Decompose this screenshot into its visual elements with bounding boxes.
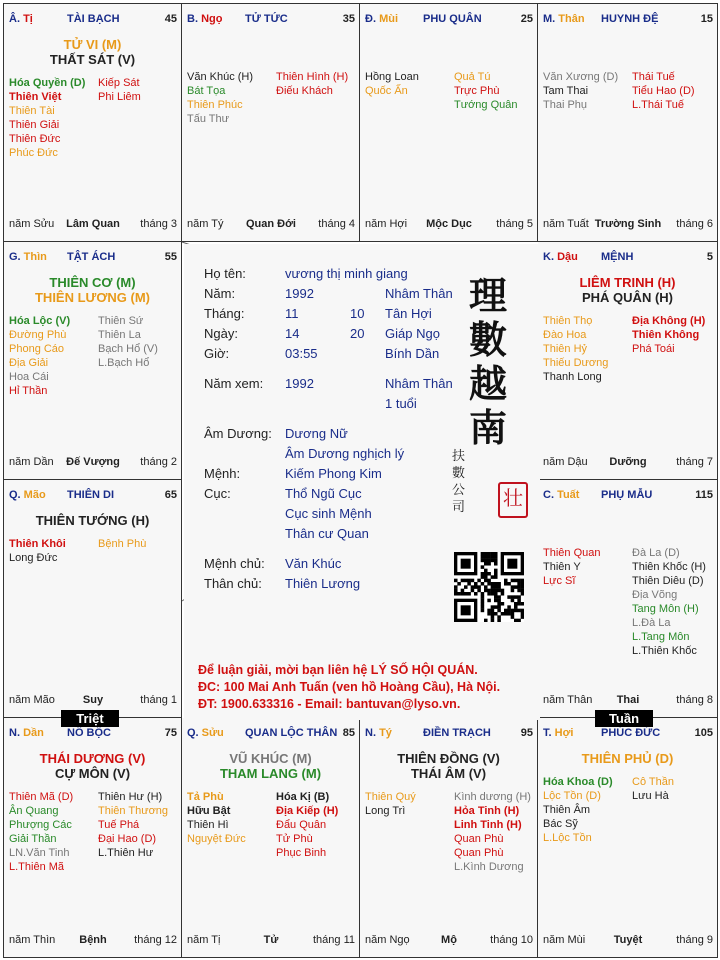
palace-stage: Dưỡng — [609, 456, 647, 468]
contact-phone-email: ĐT: 1900.633316 - Email: bantuvan@lyso.vn. — [198, 697, 461, 711]
main-stars — [4, 751, 181, 781]
main-star: PHÁ QUÂN (H) — [582, 290, 673, 305]
birth-day: 14 — [285, 326, 300, 341]
minor-stars-right — [632, 546, 706, 658]
minor-stars-left — [187, 790, 246, 846]
calligraphy-logo — [469, 274, 529, 450]
minor-star: Hóa Quyền (D) — [9, 77, 86, 89]
label-yinyang: Âm Dương: — [204, 426, 272, 441]
label-menh-chu: Mệnh chủ: — [204, 556, 265, 571]
minor-stars-right — [276, 70, 348, 98]
minor-star: Thiên Thương — [98, 805, 169, 817]
minor-star: Hồng Loan — [365, 71, 419, 83]
minor-star: Đường Phù — [9, 329, 67, 341]
palace-header — [365, 13, 533, 27]
palace-footer — [187, 218, 355, 232]
palace-footer — [187, 934, 355, 948]
minor-star: Thiên Hì — [187, 819, 229, 831]
main-star: THÁI ÂM (V) — [410, 766, 487, 781]
minor-star: Tam Thai — [543, 85, 589, 97]
yinyang-note: Âm Dương nghịch lý — [285, 446, 405, 461]
palace-number: 85 — [342, 727, 355, 739]
palace-number: 45 — [164, 13, 177, 25]
minor-star: Thiên Không — [632, 329, 700, 341]
palace-year: năm Thìn — [9, 934, 56, 946]
palace-number: 115 — [695, 489, 713, 501]
palace-number: 35 — [342, 13, 355, 25]
minor-star: Hỏa Tinh (H) — [454, 805, 520, 817]
palace-branch: B. Ngọ — [187, 13, 223, 25]
minor-stars-right — [98, 537, 146, 551]
minor-stars-right — [276, 790, 338, 860]
main-stars — [182, 751, 359, 781]
seal-char-2: 數 — [469, 317, 508, 362]
minor-star: Tấu Thư — [187, 113, 230, 125]
minor-star: Địa Giải — [9, 357, 49, 369]
palace-header — [9, 13, 177, 27]
palace-name: TÀI BẠCH — [67, 13, 120, 25]
minor-star: Hóa Khoa (D) — [543, 776, 613, 788]
minor-stars-right — [98, 790, 168, 860]
palace-year: năm Tị — [187, 934, 221, 946]
palace-name: PHỤ MẪU — [601, 489, 653, 501]
palace-branch: Đ. Mùi — [365, 13, 399, 25]
palace-year: năm Sửu — [9, 218, 55, 230]
minor-stars-left — [9, 314, 70, 398]
minor-star: Bát Tọa — [187, 85, 226, 97]
palace-footer — [9, 218, 177, 232]
palace-footer — [543, 694, 713, 708]
label-view-year: Năm xem: — [204, 376, 264, 391]
minor-star: Bệnh Phù — [98, 538, 147, 550]
minor-star: Tang Môn (H) — [632, 603, 699, 615]
palace-year: năm Tý — [187, 218, 224, 230]
minor-star: L.Thiên Mã — [9, 861, 65, 873]
main-stars — [538, 275, 717, 305]
minor-star: Văn Khúc (H) — [187, 71, 254, 83]
palace-stage: Quan Đới — [246, 218, 296, 230]
minor-star: Thiên Khôi — [9, 538, 66, 550]
palace-mao — [4, 480, 182, 718]
palace-year: năm Mão — [9, 694, 55, 706]
palace-footer — [543, 456, 713, 470]
palace-ngo — [182, 4, 360, 242]
palace-number: 15 — [700, 13, 713, 25]
palace-footer — [9, 694, 177, 708]
minor-star: L.Kình Dương — [454, 861, 524, 873]
minor-stars-right — [454, 790, 531, 874]
palace-footer — [543, 218, 713, 232]
minor-star: Tiểu Hao (D) — [632, 85, 695, 97]
contact-address: ĐC: 100 Mai Anh Tuấn (ven hồ Hoàng Cầu), Hà Nội. — [198, 680, 501, 694]
minor-star: Thiếu Dương — [543, 357, 609, 369]
label-cuc: Cục: — [204, 486, 231, 501]
tuan-badge: Tuần — [595, 710, 653, 727]
minor-star: Thiên Đức — [9, 133, 61, 145]
minor-star: Bác Sỹ — [543, 818, 578, 830]
main-star: THAM LANG (M) — [219, 766, 322, 781]
main-star: CỰ MÔN (V) — [54, 766, 131, 781]
palace-stage: Lâm Quan — [66, 218, 120, 230]
palace-year: năm Hợi — [365, 218, 408, 230]
minor-star: Đẩu Quân — [276, 819, 327, 831]
minor-star: Đà La (D) — [632, 547, 680, 559]
palace-name: PHU QUÂN — [423, 13, 482, 25]
minor-star: Thiên Quý — [365, 791, 416, 803]
birth-day-can: Giáp Ngọ — [385, 326, 440, 341]
palace-dau — [538, 242, 717, 480]
minor-star: Giải Thần — [9, 833, 57, 845]
palace-stage: Thai — [616, 694, 640, 706]
main-stars — [360, 751, 537, 781]
palace-month: tháng 4 — [318, 218, 355, 230]
palace-stage: Đế Vượng — [66, 456, 120, 468]
palace-month: tháng 9 — [676, 934, 713, 946]
palace-year: năm Dần — [9, 456, 54, 468]
minor-star: Phá Toái — [632, 343, 675, 355]
red-stamp: 壮 — [498, 482, 528, 518]
minor-star: Hỉ Thần — [9, 385, 48, 397]
palace-branch: Â. Tị — [9, 13, 33, 25]
menh-chu: Văn Khúc — [285, 556, 342, 571]
palace-name: NÔ BỘC — [67, 727, 111, 739]
minor-stars-left — [543, 546, 600, 588]
chart-board — [3, 3, 718, 958]
minor-star: Lực Sĩ — [543, 575, 576, 587]
minor-stars-left — [365, 790, 416, 818]
main-star: TỬ VI (M) — [63, 37, 122, 52]
palace-month: tháng 8 — [676, 694, 713, 706]
cuc: Thổ Ngũ Cục — [285, 486, 362, 501]
main-stars — [4, 37, 181, 67]
label-than-chu: Thân chủ: — [204, 576, 262, 591]
minor-star: Nguyệt Đức — [187, 833, 246, 845]
minor-stars-right — [632, 775, 674, 803]
minor-stars-right — [632, 70, 695, 112]
minor-star: Điếu Khách — [276, 85, 333, 97]
palace-number: 95 — [520, 727, 533, 739]
palace-branch: Q. Mão — [9, 489, 46, 501]
minor-star: L.Thái Tuế — [632, 99, 684, 111]
minor-star: Kiếp Sát — [98, 77, 140, 89]
palace-footer — [9, 934, 177, 948]
palace-month: tháng 5 — [496, 218, 533, 230]
minor-star: Trực Phù — [454, 85, 500, 97]
minor-stars-left — [365, 70, 419, 98]
minor-star: L.Đà La — [632, 617, 671, 629]
label-menh: Mệnh: — [204, 466, 241, 481]
palace-name: PHÚC ĐỨC — [601, 727, 661, 739]
minor-stars-left — [543, 775, 613, 845]
minor-star: L.Thiên Khốc — [632, 645, 697, 657]
palace-footer — [365, 218, 533, 232]
minor-star: Quan Phù — [454, 847, 504, 859]
minor-star: Thiên Tài — [9, 105, 55, 117]
minor-star: Long Trì — [365, 805, 406, 817]
palace-name: TỬ TỨC — [245, 13, 288, 25]
palace-name: ĐIỀN TRẠCH — [423, 727, 491, 739]
palace-month: tháng 3 — [140, 218, 177, 230]
main-star: THIÊN CƠ (M) — [49, 275, 136, 290]
minor-star: Cô Thần — [632, 776, 674, 788]
contact-line-1: Để luận giải, mời bạn liên hệ LÝ SỐ HỘI QUÁN. — [198, 663, 478, 677]
palace-year: năm Thân — [543, 694, 593, 706]
minor-star: Phượng Các — [9, 819, 72, 831]
palace-name: MỆNH — [601, 251, 634, 263]
palace-thin — [4, 242, 182, 480]
palace-number: 65 — [164, 489, 177, 501]
palace-header — [543, 727, 713, 741]
seal-char-3: 越 — [469, 361, 508, 406]
palace-dan — [4, 718, 182, 957]
palace-footer — [9, 456, 177, 470]
minor-star: Hoa Cái — [9, 371, 49, 383]
birth-month-can: Tân Hợi — [385, 306, 432, 321]
palace-stage: Mộ — [441, 934, 457, 946]
palace-branch: T. Hợi — [543, 727, 574, 739]
minor-star: Thiên Việt — [9, 91, 62, 103]
palace-month: tháng 1 — [140, 694, 177, 706]
palace-suu — [182, 718, 360, 957]
birth-hour: 03:55 — [285, 346, 318, 361]
palace-stage: Tử — [263, 934, 279, 946]
main-star: THIÊN ĐỒNG (V) — [397, 751, 500, 766]
minor-stars-left — [9, 76, 85, 160]
palace-tuat — [538, 480, 717, 718]
palace-stage: Bệnh — [79, 934, 107, 946]
minor-star: Kình dương (H) — [454, 791, 531, 803]
palace-number: 5 — [706, 251, 713, 263]
palace-header — [9, 251, 177, 265]
minor-stars-left — [543, 314, 608, 384]
minor-star: Thiên Quan — [543, 547, 601, 559]
minor-star: LN.Văn Tinh — [9, 847, 70, 859]
palace-mui — [360, 4, 538, 242]
than-chu: Thiên Lương — [285, 576, 361, 591]
minor-star: Lưu Hà — [632, 790, 669, 802]
main-star: VŨ KHÚC (M) — [229, 751, 312, 766]
menh: Kiếm Phong Kim — [285, 466, 382, 481]
minor-star: Tuế Phá — [98, 819, 140, 831]
birth-day-lunar: 20 — [350, 326, 365, 341]
view-year-can: Nhâm Thân — [385, 376, 453, 391]
minor-star: Thiên Hư (H) — [98, 791, 163, 803]
seal-char-1: 理 — [469, 273, 508, 318]
minor-stars-left — [543, 70, 618, 112]
palace-header — [9, 727, 177, 741]
minor-star: Tử Phù — [276, 833, 313, 845]
palace-ty — [360, 718, 538, 957]
minor-star: Văn Xương (D) — [543, 71, 619, 83]
minor-star: Phục Binh — [276, 847, 327, 859]
minor-star: Thiên Thọ — [543, 315, 593, 327]
palace-stage: Tuyệt — [613, 934, 643, 946]
minor-star: Thiên Phúc — [187, 99, 243, 111]
minor-star: Quan Phù — [454, 833, 504, 845]
palace-number: 25 — [520, 13, 533, 25]
palace-name: QUAN LỘC THÂN — [245, 727, 338, 739]
minor-star: Hóa Lộc (V) — [9, 315, 71, 327]
minor-star: Phúc Đức — [9, 147, 58, 159]
cuc-note: Cục sinh Mệnh — [285, 506, 372, 521]
palace-name: TẬT ÁCH — [67, 251, 116, 263]
minor-star: Lộc Tồn (D) — [543, 790, 601, 802]
minor-star: Thiên Giải — [9, 119, 60, 131]
palace-header — [543, 489, 713, 503]
minor-star: Thanh Long — [543, 371, 602, 383]
palace-stage: Suy — [82, 694, 104, 706]
palace-month: tháng 7 — [676, 456, 713, 468]
palace-branch: Q. Sửu — [187, 727, 224, 739]
minor-stars-left — [187, 70, 253, 126]
palace-year: năm Ngọ — [365, 934, 410, 946]
label-day: Ngày: — [204, 326, 238, 341]
seal-small-text: 扶 數 公 司 — [452, 449, 466, 515]
minor-star: Thiên Âm — [543, 804, 591, 816]
minor-star: Hữu Bật — [187, 805, 231, 817]
minor-star: Địa Võng — [632, 589, 678, 601]
minor-star: Thiên Diêu (D) — [632, 575, 704, 587]
palace-header — [187, 13, 355, 27]
yinyang: Dương Nữ — [285, 426, 348, 441]
main-star: THÁI DƯƠNG (V) — [39, 751, 146, 766]
minor-star: Thiên Sứ — [98, 315, 144, 327]
minor-star: L.Lộc Tồn — [543, 832, 592, 844]
palace-number: 55 — [164, 251, 177, 263]
minor-star: Thai Phụ — [543, 99, 588, 111]
minor-star: Hóa Kị (B) — [276, 791, 330, 803]
palace-name: THIÊN DI — [67, 489, 115, 501]
palace-ti — [4, 4, 182, 242]
minor-star: Bạch Hổ (V) — [98, 343, 158, 355]
minor-star: L.Bạch Hổ — [98, 357, 150, 369]
label-hour: Giờ: — [204, 346, 230, 361]
center-info-panel — [184, 244, 540, 720]
palace-month: tháng 2 — [140, 456, 177, 468]
minor-star: Đào Hoa — [543, 329, 587, 341]
minor-star: L.Tang Môn — [632, 631, 690, 643]
palace-header — [9, 489, 177, 503]
palace-header — [543, 13, 713, 27]
main-star: THIÊN TƯỚNG (H) — [35, 513, 150, 528]
birth-year: 1992 — [285, 286, 314, 301]
minor-stars-right — [454, 70, 518, 112]
minor-star: Tả Phù — [187, 791, 224, 803]
view-year: 1992 — [285, 376, 314, 391]
palace-month: tháng 12 — [134, 934, 177, 946]
birth-year-can: Nhâm Thân — [385, 286, 453, 301]
minor-star: Thái Tuế — [632, 71, 675, 83]
minor-star: Thiên Mã (D) — [9, 791, 74, 803]
minor-star: Thiên Khốc (H) — [632, 561, 706, 573]
palace-stage: Trường Sinh — [594, 218, 662, 230]
main-stars — [538, 751, 717, 766]
minor-stars-left — [9, 537, 66, 565]
label-month: Tháng: — [204, 306, 245, 321]
minor-star: Linh Tinh (H) — [454, 819, 522, 831]
palace-branch: K. Dậu — [543, 251, 578, 263]
palace-year: năm Dậu — [543, 456, 588, 468]
palace-branch: N. Dần — [9, 727, 44, 739]
minor-star: Thiên La — [98, 329, 141, 341]
minor-star: Tướng Quân — [454, 99, 518, 111]
minor-star: Ân Quang — [9, 805, 59, 817]
minor-stars-right — [98, 314, 158, 370]
palace-header — [543, 251, 713, 265]
main-star: THẤT SÁT (V) — [49, 52, 136, 67]
palace-branch: N. Tý — [365, 727, 392, 739]
palace-footer — [365, 934, 533, 948]
palace-year: năm Mùi — [543, 934, 586, 946]
birth-month: 11 — [285, 306, 299, 321]
palace-month: tháng 6 — [676, 218, 713, 230]
minor-star: Thiên Hỷ — [543, 343, 588, 355]
minor-star: Địa Kiếp (H) — [276, 805, 339, 817]
main-stars — [4, 275, 181, 305]
age: 1 tuổi — [385, 396, 417, 411]
palace-stage: Mộc Dục — [426, 218, 472, 230]
palace-name: HUYNH ĐỆ — [601, 13, 659, 25]
label-name: Họ tên: — [204, 266, 246, 281]
minor-star: Quả Tú — [454, 71, 491, 83]
palace-branch: M. Thân — [543, 13, 585, 25]
minor-stars-right — [98, 76, 141, 104]
seal-char-4: 南 — [469, 405, 508, 450]
palace-number: 105 — [694, 727, 713, 739]
cuc-note-2: Thân cư Quan — [285, 526, 369, 541]
minor-star: Thiên Hình (H) — [276, 71, 349, 83]
minor-star: Địa Không (H) — [632, 315, 706, 327]
main-star: THIÊN PHỦ (D) — [581, 751, 674, 766]
palace-number: 75 — [164, 727, 177, 739]
palace-month: tháng 10 — [490, 934, 533, 946]
palace-month: tháng 11 — [312, 934, 355, 946]
palace-header — [187, 727, 355, 741]
minor-star: L.Thiên Hư — [98, 847, 154, 859]
minor-star: Đại Hao (D) — [98, 833, 157, 845]
palace-header — [365, 727, 533, 741]
minor-star: Thiên Y — [543, 561, 581, 573]
minor-star: Long Đức — [9, 552, 58, 564]
label-year: Năm: — [204, 286, 236, 301]
minor-stars-right — [632, 314, 705, 356]
minor-star: Quốc Ấn — [365, 85, 408, 97]
birth-month-lunar: 10 — [350, 306, 365, 321]
birth-hour-can: Bính Dần — [385, 346, 440, 361]
minor-star: Phi Liêm — [98, 91, 141, 103]
minor-stars-left — [9, 790, 73, 874]
qr-code — [454, 552, 524, 622]
palace-branch: C. Tuất — [543, 489, 580, 501]
person-name: vương thị minh giang — [285, 266, 408, 281]
main-star: LIÊM TRINH (H) — [579, 275, 676, 290]
minor-star: Phong Cáo — [9, 343, 65, 355]
palace-hoi — [538, 718, 717, 957]
triet-badge: Triệt — [61, 710, 119, 727]
palace-branch: G. Thìn — [9, 251, 47, 263]
main-star: THIÊN LƯƠNG (M) — [34, 290, 151, 305]
palace-year: năm Tuất — [543, 218, 589, 230]
palace-footer — [543, 934, 713, 948]
palace-than — [538, 4, 717, 242]
main-stars — [4, 513, 181, 528]
